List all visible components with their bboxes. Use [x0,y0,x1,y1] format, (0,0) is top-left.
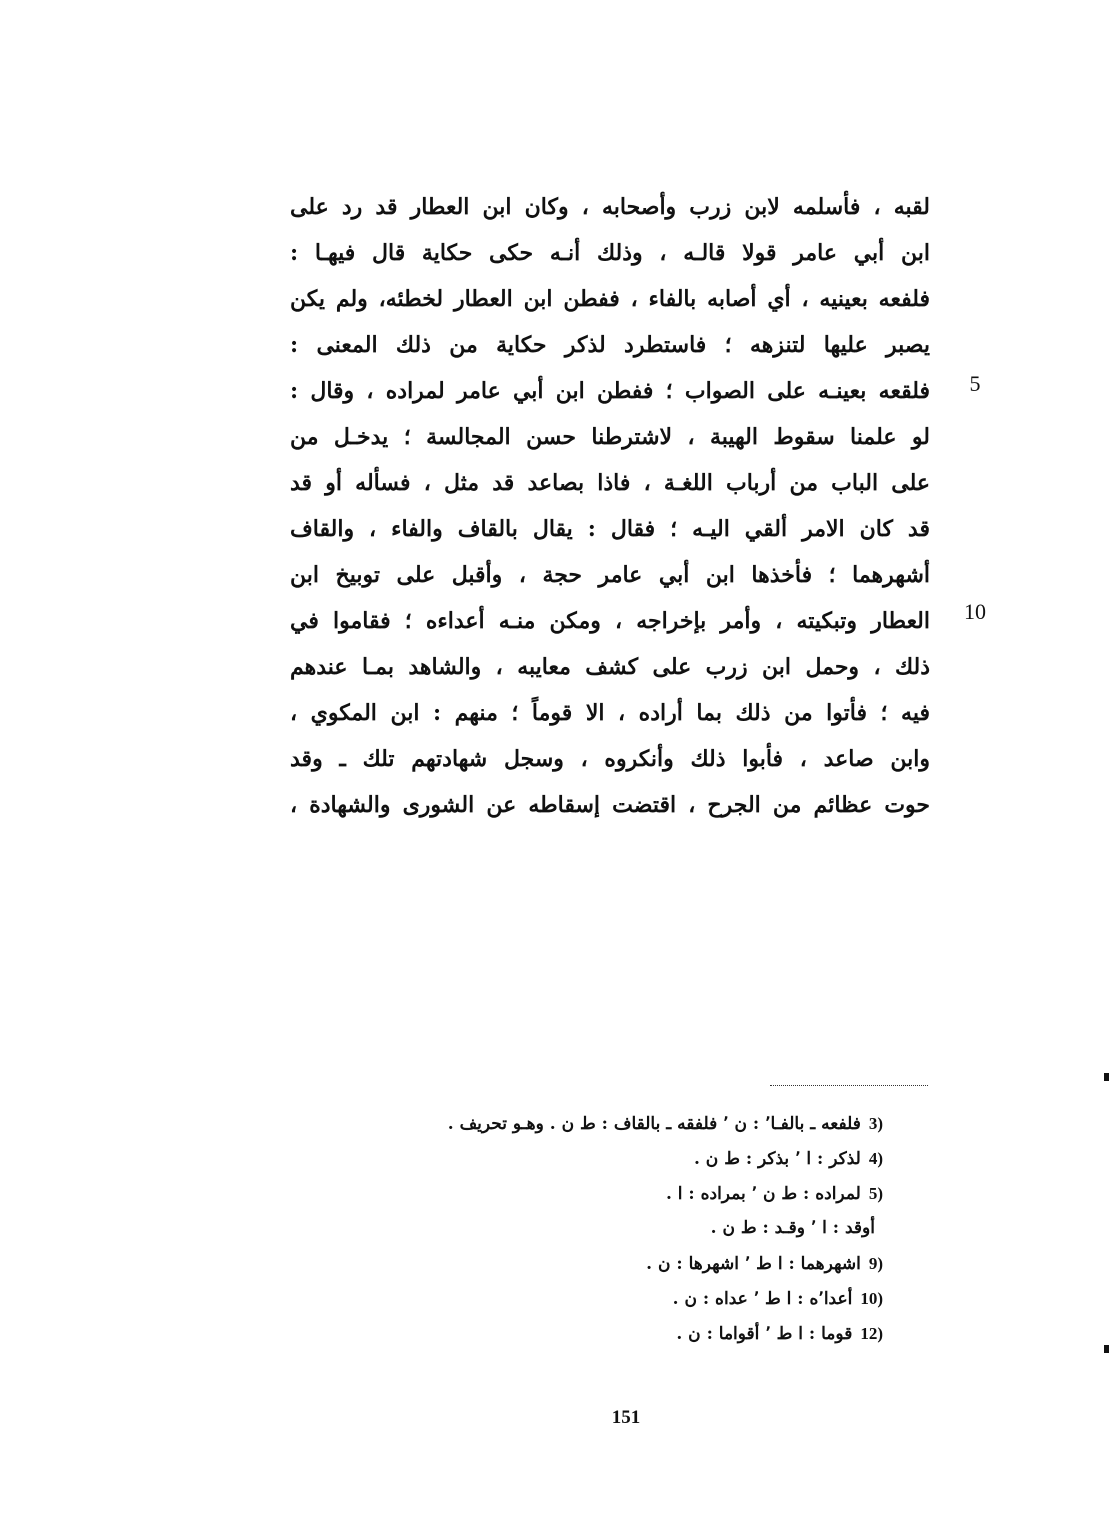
text-line: لو علمنا سقوط الهيبة ، لاشترطنا حسن المجالسة ؛ يدخـل من [290,424,930,450]
footnote-separator [770,1085,928,1086]
footnote [330,1106,883,1141]
text-line: فلفعه بعينيه ، أي أصابه بالفاء ، ففطن ابن العطار لخطئه، ولم يكن [290,286,930,312]
footnote-text: اشهرهما : ا ط ٬ اشهرها : ن . [646,1254,861,1274]
text-line: على الباب من أرباب اللغـة ، فاذا بصاعد قد مثل ، فسأله أو قد [290,470,930,496]
text-line: حوت عظائم من الجرح ، اقتضت إسقاطه عن الشورى والشهادة ، [290,792,930,818]
footnote-text: لمراده : ط ن ٬ بمراده : ا . [665,1184,861,1204]
text-line: لقبه ، فأسلمه لابن زرب وأصحابه ، وكان ابن العطار قد رد على [290,194,930,220]
footnote-text: قوما : ا ط ٬ أقواما : ن . [676,1324,853,1344]
footnote-number: 9) [868,1254,883,1273]
text-line: العطار وتبكيته ، وأمر بإخراجه ، ومكن منـه أعداءه ؛ فقاموا في [290,608,930,634]
footnote-number: 3) [868,1114,883,1133]
scan-mark [1104,1073,1109,1081]
footnote-number: 5) [868,1184,883,1203]
footnote-number: 10) [860,1289,883,1308]
text-line: فلقعه بعينـه على الصواب ؛ ففطن ابن أبي عامر لمراده ، وقال : [290,378,930,404]
text-line: ذلك ، وحمل ابن زرب على كشف معايبه ، والشاهد بمـا عندهم [290,654,930,680]
footnote [330,1246,883,1281]
footnote [330,1176,883,1211]
footnotes-block [330,1106,883,1351]
footnote-text: أعدا٬ه : ا ط ٬ عداه : ن . [672,1289,853,1309]
line-number-5: 5 [969,371,981,396]
footnote-text: فلفعه ـ بالفـا٬ : ن ٬ فلفقه ـ بالقاف : ط ن . وهـو تحريف . [447,1114,861,1134]
footnote-text: لذكر : ا ٬ بذكر : ط ن . [693,1149,861,1169]
text-line: أشهرهما ؛ فأخذها ابن أبي عامر حجة ، وأقبل على توبيخ ابن [290,562,930,588]
page-number: 151 [611,1407,641,1428]
footnote [330,1281,883,1316]
footnote [330,1141,883,1176]
main-text-block [290,184,930,828]
text-line: فيه ؛ فأتوا من ذلك بما أراده ، الا قوماً ؛ منهم : ابن المكوي ، [290,700,930,726]
text-line: ابن أبي عامر قولا قالـه ، وذلك أنـه حكى حكاية قال فيهـا : [290,240,930,266]
line-number-10: 10 [964,599,986,624]
footnote-number: 4) [868,1149,883,1168]
footnote-number: 12) [860,1324,883,1343]
footnote [330,1211,883,1246]
text-line: قد كان الامر ألقي اليـه ؛ فقال : يقال بالقاف والفاء ، والقاف [290,516,930,542]
footnote [330,1316,883,1351]
footnote-text: أوقد : ا ٬ وقـد : ط ن . [710,1218,875,1238]
scan-mark [1104,1345,1109,1353]
text-line: وابن صاعد ، فأبوا ذلك وأنكروه ، وسجل شهادتهم تلك ـ وقد [290,746,930,772]
text-line: يصبر عليها لتنزهه ؛ فاستطرد لذكر حكاية من ذلك المعنى : [290,332,930,358]
